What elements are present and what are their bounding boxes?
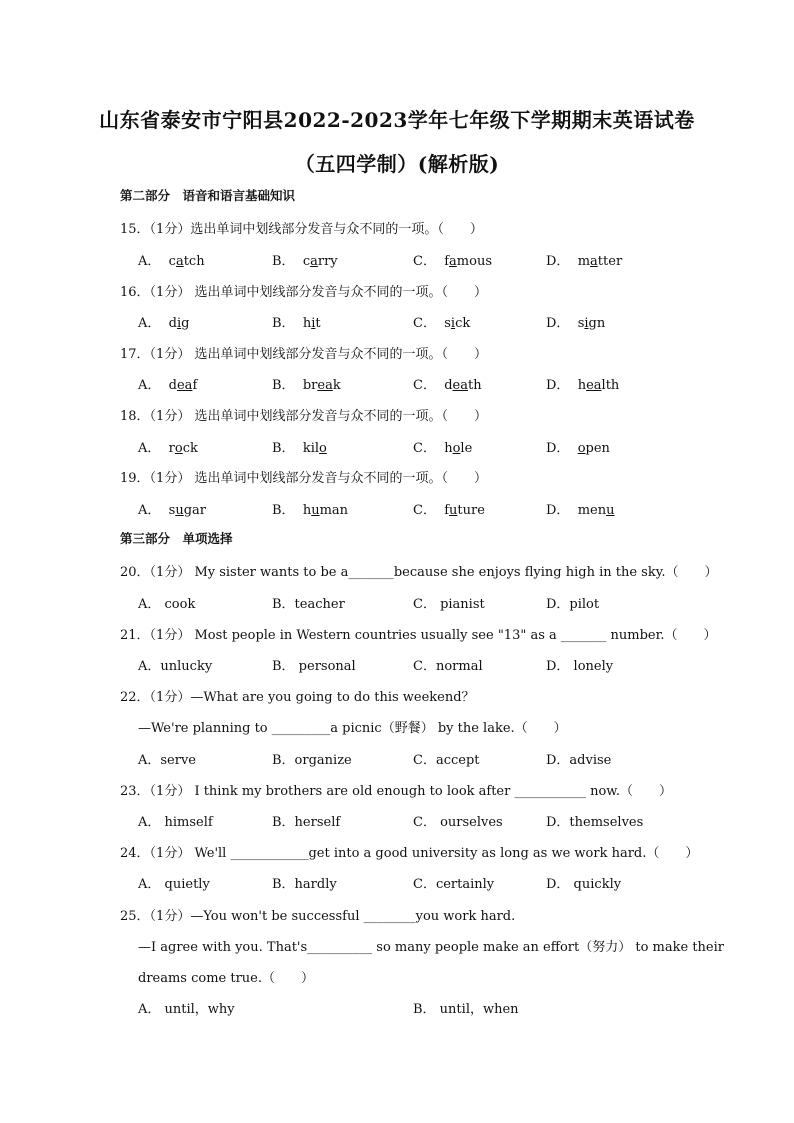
underlined-part: i [450, 316, 456, 331]
answer-option[interactable] [413, 437, 472, 456]
answer-option[interactable] [272, 374, 341, 393]
answer-option[interactable]: B．hardly [272, 877, 337, 892]
page-subtitle: （五四学制）(解析版) [294, 152, 500, 176]
word-part: mous [456, 254, 492, 269]
word-part: s [168, 503, 176, 518]
underlined-part: o [174, 441, 183, 456]
answer-option[interactable] [272, 499, 348, 518]
answer-option[interactable]: D．advise [546, 753, 612, 768]
answer-option[interactable]: D．pilot [546, 597, 600, 612]
answer-option[interactable] [138, 437, 198, 456]
word-part: f [444, 254, 450, 269]
word-part: rry [317, 254, 338, 269]
underlined-part: ea [586, 378, 602, 393]
answer-option[interactable] [272, 437, 327, 456]
option-letter: A． [138, 316, 161, 331]
question-stem: 18．（1分） 选出单词中划线部分发音与众不同的一项。（ ） [120, 409, 487, 424]
word-part: c [302, 254, 311, 269]
word-part: f [444, 503, 450, 518]
answer-option[interactable] [413, 312, 470, 331]
answer-option[interactable]: A．unlucky [138, 659, 213, 674]
answer-option[interactable]: A． quietly [138, 877, 210, 892]
answer-option[interactable] [138, 312, 189, 331]
option-letter: A． [138, 254, 161, 269]
word-part: th [468, 378, 482, 393]
option-letter: B． [272, 316, 295, 331]
option-letter: D． [546, 441, 570, 456]
underlined-part: ea [176, 378, 193, 393]
answer-option[interactable]: B．herself [272, 815, 341, 830]
answer-option[interactable]: B．organize [272, 753, 352, 768]
answer-option[interactable]: B． until，when [413, 1002, 519, 1017]
underlined-part: i [176, 316, 182, 331]
word-part: gn [588, 316, 606, 331]
question-stem: 17．（1分） 选出单词中划线部分发音与众不同的一项。（ ） [120, 347, 487, 362]
question-continuation: dreams come true.（ ） [138, 971, 315, 986]
underlined-part: u [606, 503, 615, 518]
word-part: s [577, 316, 585, 331]
word-part: br [302, 378, 318, 393]
word-part: g [181, 316, 190, 331]
question-stem: 22．（1分）—What are you going to do this weekend？ [120, 690, 475, 705]
answer-option[interactable]: B． personal [272, 659, 356, 674]
answer-option[interactable] [546, 250, 622, 269]
option-letter: C． [413, 316, 436, 331]
word-part: le [460, 441, 473, 456]
word-part: h [302, 316, 312, 331]
question-stem: 15．（1分）选出单词中划线部分发音与众不同的一项。（ ） [120, 222, 483, 237]
option-letter: C． [413, 441, 436, 456]
answer-option[interactable]: A． himself [138, 815, 213, 830]
option-letter: A． [138, 503, 161, 518]
answer-option[interactable]: B．teacher [272, 597, 345, 612]
answer-option[interactable]: C． ourselves [413, 815, 503, 830]
question-stem: 21．（1分） Most people in Western countries usually see "13" as a _______ number.（ ） [120, 628, 717, 643]
answer-option[interactable] [546, 374, 619, 393]
underlined-part: a [310, 254, 318, 269]
option-letter: C． [413, 378, 436, 393]
answer-option[interactable]: C．normal [413, 659, 483, 674]
underlined-part: ea [317, 378, 333, 393]
option-letter: A． [138, 378, 161, 393]
word-part: h [302, 503, 312, 518]
answer-option[interactable]: C．accept [413, 753, 480, 768]
answer-option[interactable] [138, 250, 205, 269]
word-part: man [319, 503, 349, 518]
word-part: k [332, 378, 341, 393]
underlined-part: a [449, 254, 457, 269]
underlined-part: u [311, 503, 320, 518]
word-part: d [168, 378, 177, 393]
option-letter: B． [272, 503, 295, 518]
word-part: h [577, 378, 587, 393]
option-letter: B． [272, 254, 295, 269]
option-letter: D． [546, 316, 570, 331]
section-heading-phonetics: 第二部分 语音和语言基础知识 [120, 188, 296, 203]
word-part: h [444, 441, 453, 456]
answer-option[interactable]: C．certainly [413, 877, 495, 892]
word-part: s [444, 316, 451, 331]
answer-option[interactable]: D．themselves [546, 815, 644, 830]
answer-option[interactable]: A． until，why [138, 1002, 235, 1017]
answer-option[interactable] [413, 499, 485, 518]
word-part: men [577, 503, 607, 518]
question-stem: 23．（1分） I think my brothers are old enough to look after ___________ now.（ ） [120, 784, 673, 799]
section-heading-single-choice: 第三部分 单项选择 [120, 531, 233, 546]
answer-option[interactable]: A．serve [138, 753, 197, 768]
question-stem: 19．（1分） 选出单词中划线部分发音与众不同的一项。（ ） [120, 471, 487, 486]
option-letter: B． [272, 378, 295, 393]
answer-option[interactable] [546, 312, 605, 331]
option-letter: D． [546, 503, 570, 518]
word-part: d [168, 316, 177, 331]
word-part: ck [182, 441, 198, 456]
word-part: t [315, 316, 321, 331]
word-part: tter [597, 254, 623, 269]
word-part: m [577, 254, 591, 269]
answer-option[interactable]: D． lonely [546, 659, 614, 674]
answer-option[interactable]: C． pianist [413, 597, 485, 612]
underlined-part: a [590, 254, 598, 269]
underlined-part: i [311, 316, 316, 331]
underlined-part: o [577, 441, 586, 456]
question-continuation: —We're planning to _________a picnic（野餐） by the lake.（ ） [138, 721, 567, 736]
question-continuation: —I agree with you. That's__________ so many people make an effort（努力） to make their [138, 940, 724, 955]
answer-option[interactable] [546, 499, 614, 518]
word-part: c [168, 254, 176, 269]
answer-option[interactable]: D． quickly [546, 877, 622, 892]
option-letter: C． [413, 254, 436, 269]
page-title: 山东省泰安市宁阳县2022-2023学年七年级下学期期末英语试卷 [99, 108, 695, 132]
answer-option[interactable] [546, 437, 610, 456]
question-stem: 20．（1分） My sister wants to be a_______because she enjoys flying high in the sky.（ ） [120, 565, 718, 580]
question-stem: 25．（1分）—You won't be successful ________you work hard. [120, 909, 516, 924]
answer-option[interactable] [272, 312, 321, 331]
option-letter: C． [413, 503, 436, 518]
underlined-part: i [584, 316, 589, 331]
answer-option[interactable] [138, 374, 197, 393]
underlined-part: u [175, 503, 184, 518]
underlined-part: o [319, 441, 327, 456]
word-part: kil [302, 441, 320, 456]
word-part: ck [455, 316, 471, 331]
option-letter: D． [546, 254, 570, 269]
word-part: pen [585, 441, 610, 456]
word-part: tch [183, 254, 205, 269]
answer-option[interactable] [138, 499, 206, 518]
underlined-part: ea [452, 378, 468, 393]
word-part: ture [457, 503, 485, 518]
word-part: f [192, 378, 198, 393]
word-part: lth [601, 378, 620, 393]
answer-option[interactable] [413, 374, 482, 393]
option-letter: A． [138, 441, 161, 456]
option-letter: D． [546, 378, 570, 393]
underlined-part: u [449, 503, 458, 518]
option-letter: B． [272, 441, 295, 456]
word-part: r [168, 441, 175, 456]
underlined-part: a [175, 254, 184, 269]
word-part: gar [183, 503, 206, 518]
question-stem: 24．（1分） We'll ____________get into a good university as long as we work hard.（ ） [120, 846, 699, 861]
underlined-part: o [452, 441, 461, 456]
question-stem: 16．（1分） 选出单词中划线部分发音与众不同的一项。（ ） [120, 285, 487, 300]
answer-option[interactable]: A． cook [138, 597, 196, 612]
word-part: d [444, 378, 453, 393]
answer-option[interactable] [413, 250, 492, 269]
answer-option[interactable] [272, 250, 338, 269]
